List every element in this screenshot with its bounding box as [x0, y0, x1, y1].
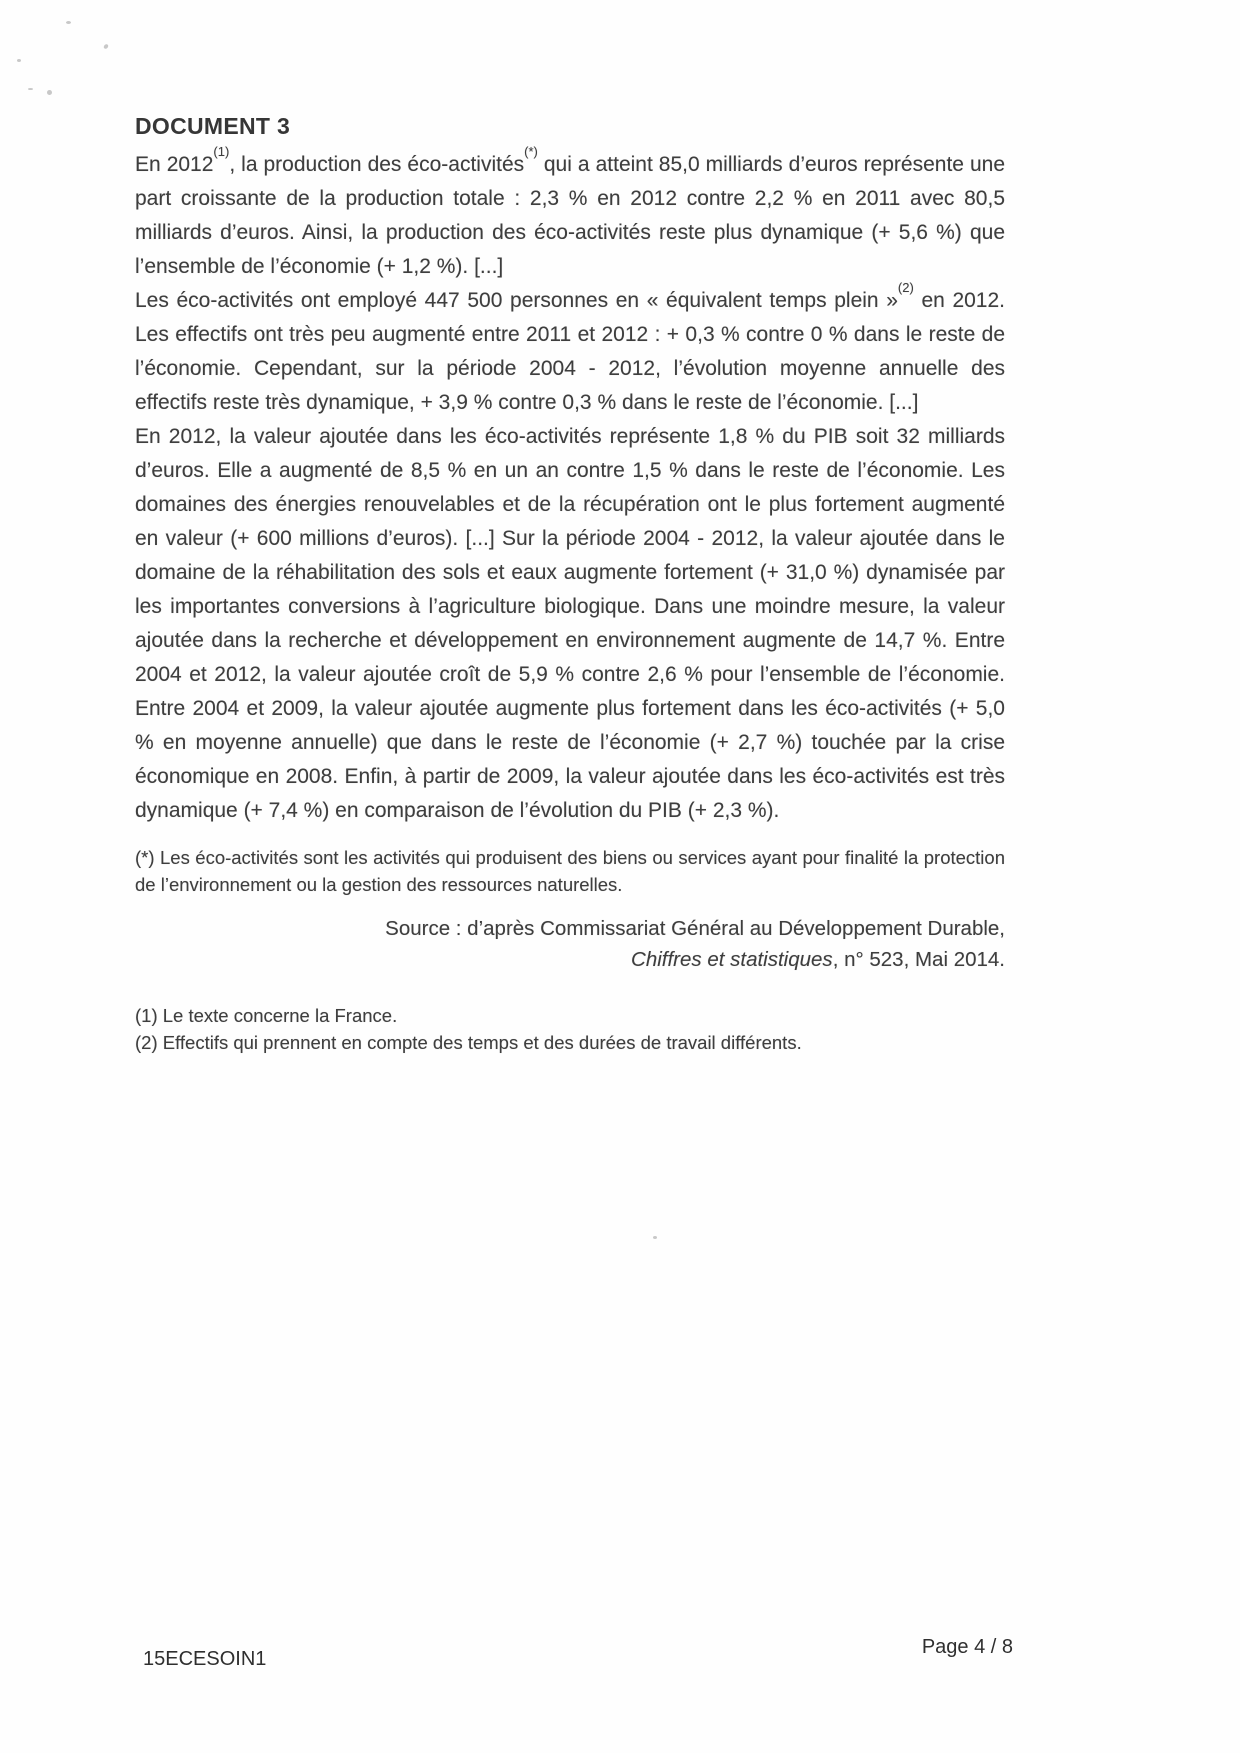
note-1: (1) Le texte concerne la France.: [135, 1005, 398, 1026]
exam-code: 15ECESOIN1: [143, 1648, 267, 1670]
scan-artifact: [28, 88, 33, 90]
source-issue-date: , n° 523, Mai 2014.: [832, 948, 1005, 971]
notes-block: [135, 1002, 1005, 1056]
paragraph-emploi: [135, 280, 1005, 420]
note-2: (2) Effectifs qui prennent en compte des temps et des durées de travail différents.: [135, 1032, 802, 1053]
paragraph-valeur-ajoutee: En 2012, la valeur ajoutée dans les éco-activités représente 1,8 % du PIB soit 32 milliards d’euros. Elle a augmenté de 8,5 % en un an contre 1,5 % dans le reste de l’économie. Les domaines des énergies renouvelables et de la récupération ont le plus fortement augmenté en valeur (+ 600 millions d’euros). [...] Sur la période 2004 - 2012, la valeur ajoutée dans le domaine de la réhabilitation des sols et eaux augmente fortement (+ 31,0 %) dynamisée par les importantes conversions à l’agriculture biologique. Dans une moindre mesure, la valeur ajoutée dans la recherche et développement en environnement augmente de 14,7 %. Entre 2004 et 2012, la valeur ajoutée croît de 5,9 % contre 2,6 % pour l’ensemble de l’économie. Entre 2004 et 2009, la valeur ajoutée augmente plus fortement dans les éco-activités (+ 5,0 % en moyenne annuelle) que dans le reste de l’économie (+ 2,7 %) touchée par la crise économique en 2008. Enfin, à partir de 2009, la valeur ajoutée dans les éco-activités est très dynamique (+ 7,4 %) en comparaison de l’évolution du PIB (+ 2,3 %).: [135, 425, 1005, 822]
source-block: [135, 913, 1005, 975]
footnote-ref-1: (1): [213, 144, 230, 159]
scan-artifact: [103, 43, 109, 49]
document-body: [135, 144, 1006, 828]
document-content: [135, 0, 1005, 1056]
page-number: Page 4 / 8: [921, 1636, 1013, 1658]
paragraph-production: [135, 144, 1006, 284]
footnote-star-definition: (*) Les éco-activités sont les activités qui produisent des biens ou services ayant pour finalité la protection de l’environnement ou la gestion des ressources naturelles.: [135, 847, 1005, 895]
scan-artifact: [17, 59, 21, 62]
scan-artifact: [653, 1236, 657, 1239]
document-title: DOCUMENT 3: [135, 113, 291, 139]
paragraph-text: , la production des éco-activités: [229, 153, 525, 176]
paragraph-text: en 2012. Les effectifs ont très peu augmenté entre 2011 et 2012 : + 0,3 % contre 0 % dans le reste de l’économie. Cependant, sur la période 2004 - 2012, l’évolution moyenne annuelle des effectifs reste très dynamique, + 3,9 % contre 0,3 % dans le reste de l’économie. [...]: [135, 289, 1005, 414]
source-line-1: Source : d’après Commissariat Général au Développement Durable,: [385, 917, 1005, 940]
paragraph-text: Les éco-activités ont employé 447 500 personnes en « équivalent temps plein »: [135, 289, 898, 312]
source-publication-title: Chiffres et statistiques: [631, 948, 833, 971]
scan-artifact: [66, 21, 71, 24]
paragraph-text: qui a atteint 85,0 milliards d’euros représente une part croissante de la production totale : 2,3 % en 2012 contre 2,2 % en 2011 avec 80,5 milliards d’euros. Ainsi, la production des éco-activités reste plus dynamique (+ 5,6 %) que l’ensemble de l’économie (+ 1,2 %). [...]: [135, 153, 1006, 278]
scan-artifact: [47, 90, 52, 95]
paragraph-text: En 2012: [135, 153, 214, 176]
source-line-2: [135, 944, 1005, 975]
footnote-ref-star: (*): [524, 144, 538, 159]
footnote-ref-2: (2): [897, 280, 914, 295]
